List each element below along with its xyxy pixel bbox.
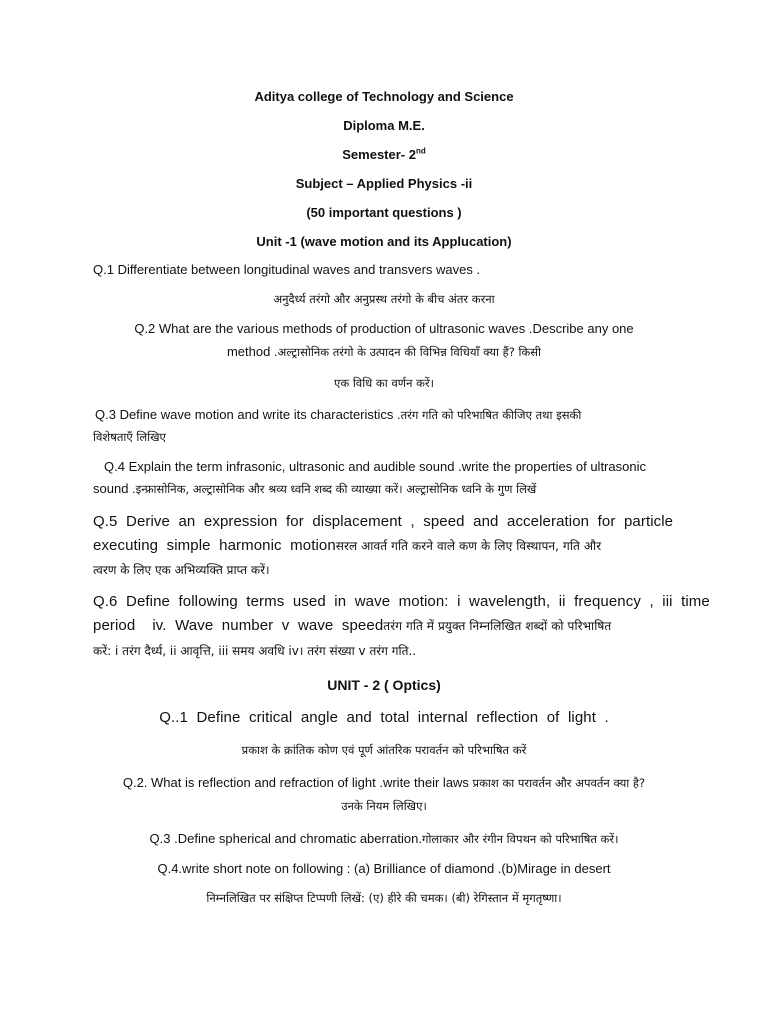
u1-q6-line1: Q.6 Define following terms used in wave motion: i wavelength, ii frequency , iii time	[93, 593, 710, 610]
questions-note: (50 important questions )	[306, 205, 462, 220]
unit1-title: Unit -1 (wave motion and its Applucation)	[256, 234, 512, 249]
college-name: Aditya college of Technology and Science	[254, 89, 514, 104]
u2-q1-english: Q..1 Define critical angle and total internal reflection of light .	[159, 709, 609, 726]
course-name: Diploma M.E.	[343, 118, 425, 133]
u2-q1-hindi: प्रकाश के क्रांतिक कोण एवं पूर्ण आंतरिक परावर्तन को परिभाषित करें	[241, 743, 527, 757]
u1-q5-line2-english: executing simple harmonic motion	[93, 537, 336, 554]
u2-q3-hindi: गोलाकार और रंगीन विपथन को परिभाषित करें।	[421, 832, 619, 846]
semester-text: Semester- 2	[342, 147, 416, 162]
u1-q2-line2-hindi: अल्ट्रासोनिक तरंगो के उत्पादन की विभिन्न विधियाँ क्या हैं? किसी	[277, 345, 542, 359]
u1-q2-line3: एक विधि का वर्णन करें।	[333, 376, 435, 390]
u1-q6-line2	[93, 617, 611, 635]
subject-title: Subject – Applied Physics -ii	[295, 176, 473, 191]
u1-q3-line1-english: Q.3 Define wave motion and write its characteristics .	[95, 407, 401, 422]
u2-q4-hindi: निम्नलिखित पर संक्षिप्त टिप्पणी लिखें: (ए) हीरे की चमक। (बी) रेगिस्तान में मृगतृष्णा।	[206, 891, 562, 905]
u1-q1-hindi: अनुदैर्ध्य तरंगो और अनुप्रस्थ तरंगो के बीच अंतर करना	[273, 292, 495, 306]
u2-q2-line1-english: Q.2. What is reflection and refraction of light .write their laws	[122, 775, 473, 790]
u1-q4-line2	[93, 480, 536, 498]
u2-q2-line1-hindi: प्रकाश का परावर्तन और अपवर्तन क्या है?	[472, 776, 646, 790]
u1-q3-line1	[95, 406, 581, 424]
u1-q4-line2-english: sound .	[93, 481, 136, 496]
u1-q2-line2	[0, 343, 768, 361]
u2-q2-line2: उनके नियम लिखिए।	[341, 799, 427, 813]
u1-q1-english: Q.1 Differentiate between longitudinal waves and transvers waves .	[93, 262, 481, 277]
u2-q4-english: Q.4.write short note on following : (a) Brilliance of diamond .(b)Mirage in desert	[157, 861, 611, 876]
unit2-title: UNIT - 2 ( Optics)	[327, 677, 441, 693]
u2-q2-line1	[0, 774, 768, 792]
u2-q3	[0, 830, 768, 848]
u1-q2-line2-english: method .	[226, 344, 278, 359]
u1-q2-line1: Q.2 What are the various methods of production of ultrasonic waves .Describe any one	[134, 321, 634, 336]
u1-q3-line1-hindi: तरंग गति को परिभाषित कीजिए तथा इसकी	[400, 408, 582, 422]
u1-q5-line1: Q.5 Derive an expression for displacement , speed and acceleration for particle	[93, 513, 674, 530]
u1-q4-line2-hindi: इन्फ्रासोनिक, अल्ट्रासोनिक और श्रव्य ध्वनि शब्द की व्याख्या करें। अल्ट्रासोनिक ध्वनि के गुण लिखें	[135, 482, 537, 496]
u1-q3-line2: विशेषताएँ लिखिए	[93, 430, 166, 444]
u1-q4-line1: Q.4 Explain the term infrasonic, ultrasonic and audible sound .write the properties of ultrasonic	[104, 459, 646, 474]
u1-q5-line2-hindi: सरल आवर्त गति करने वाले कण के लिए विस्थापन, गति और	[335, 539, 602, 553]
u1-q6-line3: करें: i तरंग दैर्ध्य, ii आवृत्ति, iii समय अवधि iv। तरंग संख्या v तरंग गति..	[93, 644, 417, 658]
u1-q6-line2-hindi: तरंग गति में प्रयुक्त निम्नलिखित शब्दों को परिभाषित	[383, 619, 612, 633]
semester	[0, 146, 768, 164]
semester-superscript: nd	[415, 146, 426, 156]
u2-q3-english: Q.3 .Define spherical and chromatic aberration.	[149, 831, 422, 846]
u1-q6-line2-english: period iv. Wave number v wave speed	[93, 617, 384, 634]
u1-q5-line3: त्वरण के लिए एक अभिव्यक्ति प्राप्त करें।	[93, 563, 270, 577]
u1-q5-line2	[93, 537, 601, 555]
